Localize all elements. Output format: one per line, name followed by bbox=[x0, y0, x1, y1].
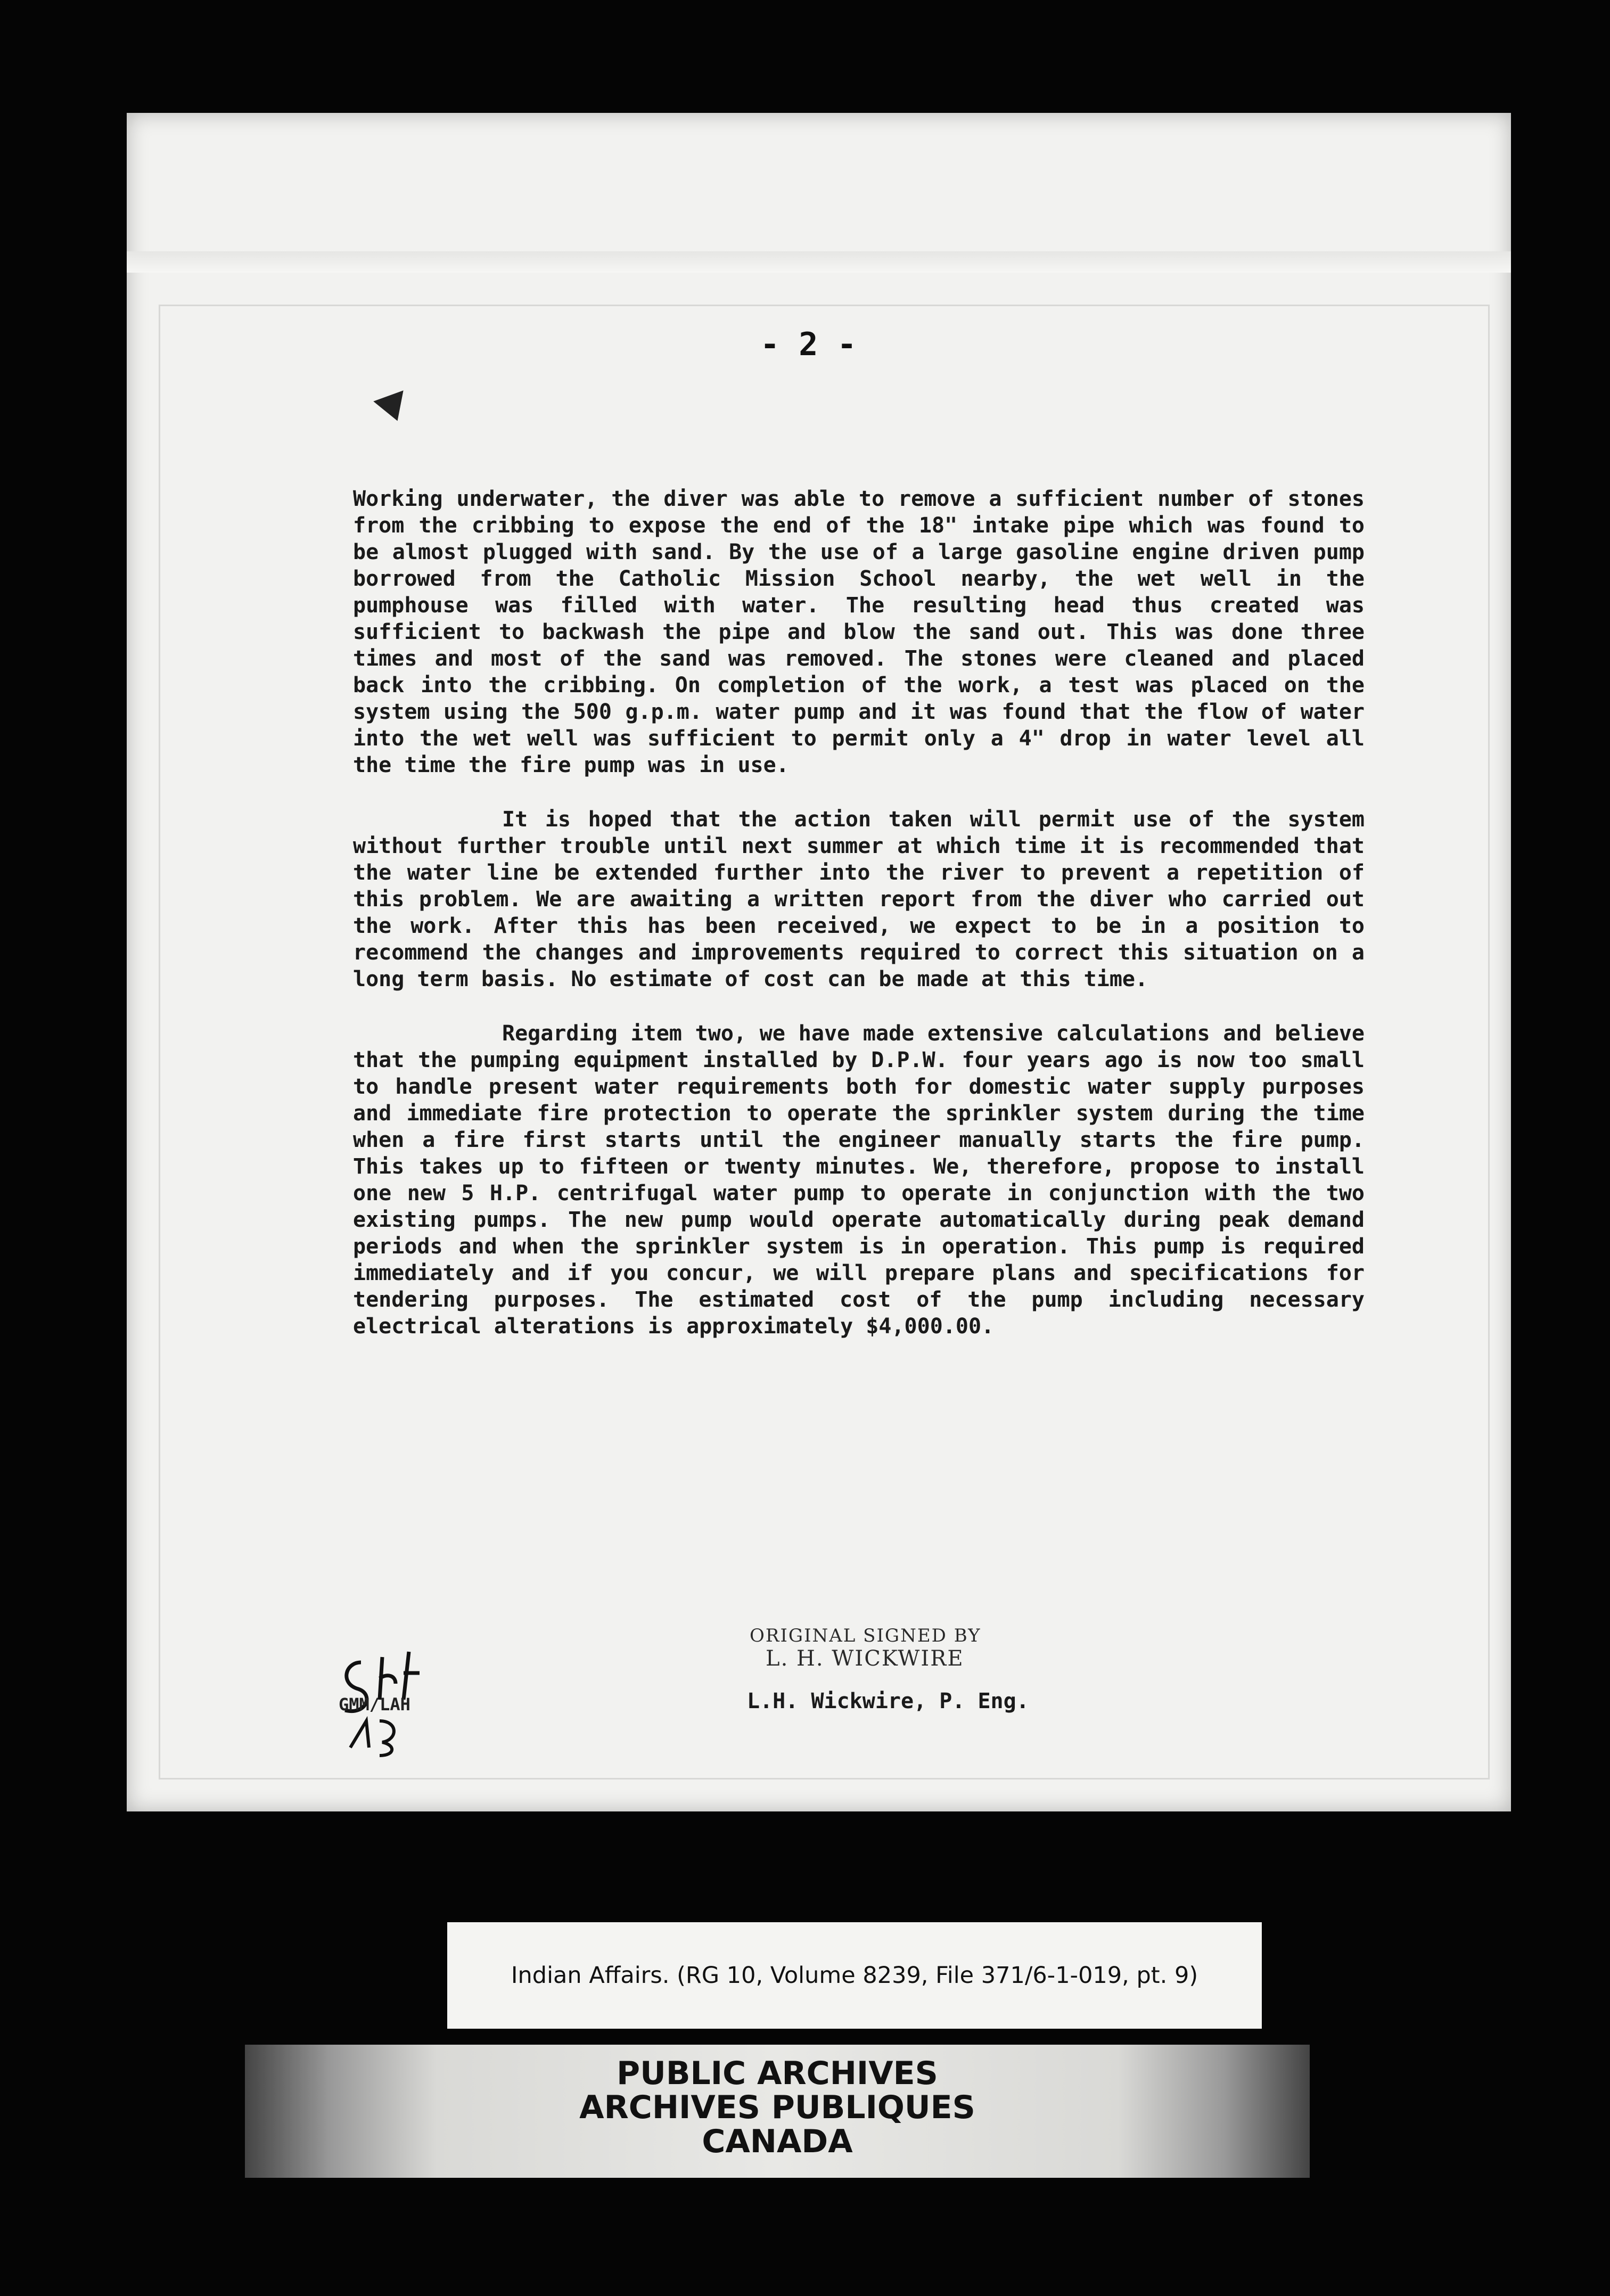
reference-initials: GMM/LAH bbox=[339, 1694, 410, 1715]
signed-label: ORIGINAL SIGNED BY bbox=[750, 1625, 981, 1646]
paragraph-3: Regarding item two, we have made extensive calculations and believe that the pumping equipment installed by D.P.W. four years ago is now too small to handle present water requirements both for domestic water supply purposes and immediate fire protection to operate the sprinkler system during the time when a fire first starts until the engineer manually starts the fire pump. This takes up to fifteen or twenty minutes. We, therefore, propose to install one new 5 H.P. centrifugal water pump to operate in conjunction with the two existing pumps. The new pump would operate automatically during peak demand periods and when the sprinkler system is in operation. This pump is required immediately and if you concur, we will prepare plans and specifications for tendering purposes. The estimated cost of the pump including necessary electrical alterations is approximately $4,000.00. bbox=[353, 1021, 1365, 1339]
page-number: - 2 - bbox=[760, 326, 857, 363]
citation-label bbox=[447, 1922, 1262, 2029]
typed-signature: L.H. Wickwire, P. Eng. bbox=[747, 1689, 1029, 1713]
citation-text: Indian Affairs. (RG 10, Volume 8239, File 371/6-1-019, pt. 9) bbox=[511, 1962, 1198, 1989]
page-fold bbox=[127, 251, 1511, 273]
signed-name: L. H. WICKWIRE bbox=[766, 1646, 964, 1671]
document-page bbox=[127, 113, 1511, 1811]
archives-line-1: PUBLIC ARCHIVES bbox=[617, 2055, 938, 2092]
archives-stamp bbox=[245, 2056, 1310, 2159]
archives-line-3: CANADA bbox=[702, 2123, 853, 2160]
archives-stamp-band bbox=[245, 2045, 1310, 2178]
letter-body bbox=[353, 486, 1365, 1367]
paragraph-2: It is hoped that the action taken will permit use of the system without further trouble until next summer at which time it is recommended that the water line be extended further into the river to prevent a repetition of this problem. We are awaiting a written report from the diver who carried out the work. After this has been received, we expect to be in a position to recommend the changes and improvements required to correct this situation on a long term basis. No estimate of cost can be made at this time. bbox=[353, 807, 1365, 991]
archives-line-2: ARCHIVES PUBLIQUES bbox=[579, 2089, 975, 2126]
signature-stamp bbox=[750, 1625, 981, 1671]
paragraph-1: Working underwater, the diver was able to remove a sufficient number of stones from the cribbing to expose the end of the 18" intake pipe which was found to be almost plugged with sand. By the use of a large gasoline engine driven pump borrowed from the Catholic Mission School nearby, the wet well in the pumphouse was filled with water. The resulting head thus created was sufficient to backwash the pipe and blow the sand out. This was done three times and most of the sand was removed. The stones were cleaned and placed back into the cribbing. On completion of the work, a test was placed on the system using the 500 g.p.m. water pump and it was found that the flow of water into the wet well was sufficient to permit only a 4" drop in water level all the time the fire pump was in use. bbox=[353, 487, 1365, 777]
